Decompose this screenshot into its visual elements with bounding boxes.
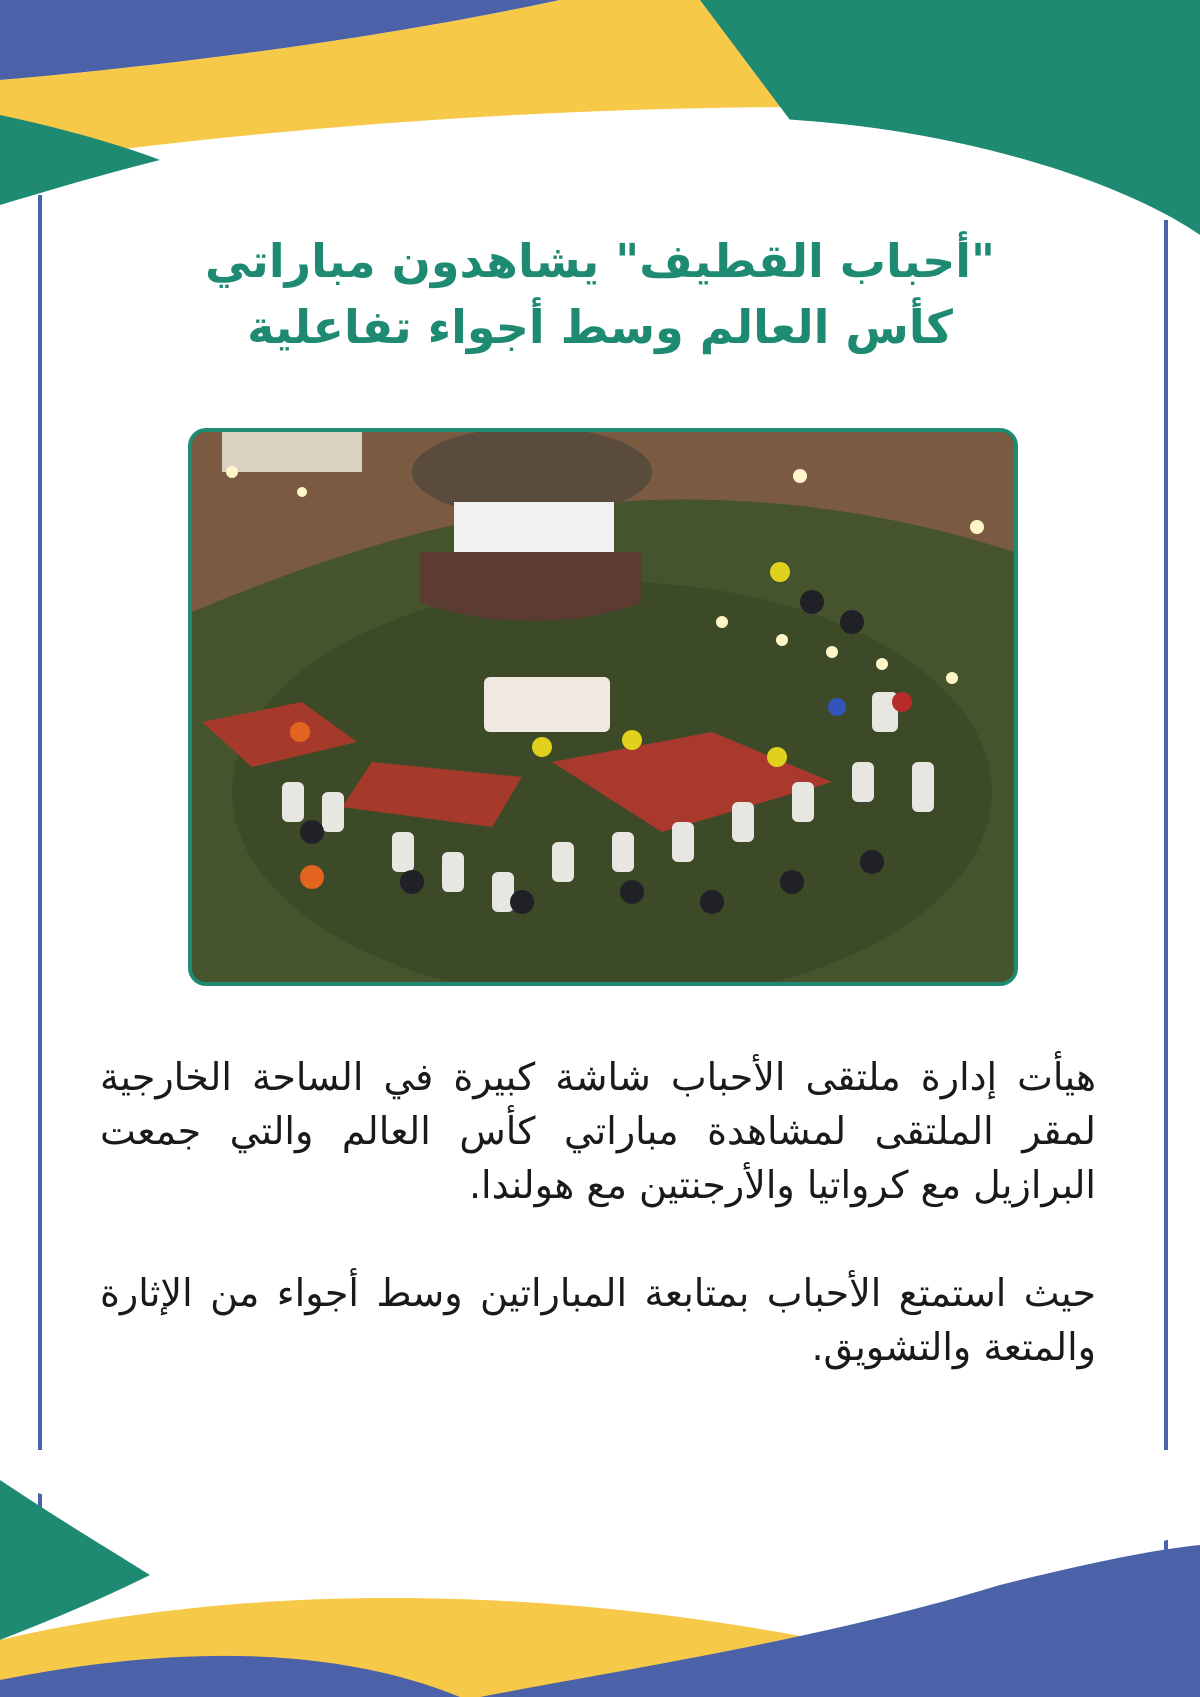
title-line-2: كأس العالم وسط أجواء تفاعلية: [247, 300, 953, 354]
left-rule: [38, 195, 42, 1550]
title-line-1: "أحباب القطيف" يشاهدون مباراتي: [205, 234, 995, 288]
photo-lamp: [776, 634, 788, 646]
photo-lamp: [716, 616, 728, 628]
photo-lamp: [946, 672, 958, 684]
article-body: [100, 1050, 1096, 1374]
event-photo-illustration: [192, 432, 1014, 982]
article-paragraph-1: هيأت إدارة ملتقى الأحباب شاشة كبيرة في الساحة الخارجية لمقر الملتقى لمشاهدة مباراتي كأس العالم والتي جمعت البرازيل مع كرواتيا والأرجنتين مع هولندا.: [100, 1055, 1096, 1207]
photo-lamp: [297, 487, 307, 497]
article-paragraph-2: حيث استمتع الأحباب بمتابعة المباراتين وسط أجواء من الإثارة والمتعة والتشويق.: [100, 1271, 1096, 1369]
article-title: [160, 228, 1040, 360]
photo-lamp: [226, 466, 238, 478]
photo-lamp: [793, 469, 807, 483]
photo-building: [222, 432, 362, 472]
photo-lamp: [876, 658, 888, 670]
photo-lamp: [970, 520, 984, 534]
photo-table: [484, 677, 610, 732]
photo-lamp: [826, 646, 838, 658]
bottom-white-arc: [0, 1450, 1200, 1592]
right-rule: [1164, 220, 1168, 1550]
photo-kiosk-wall: [420, 552, 642, 621]
event-photo: [188, 428, 1018, 986]
